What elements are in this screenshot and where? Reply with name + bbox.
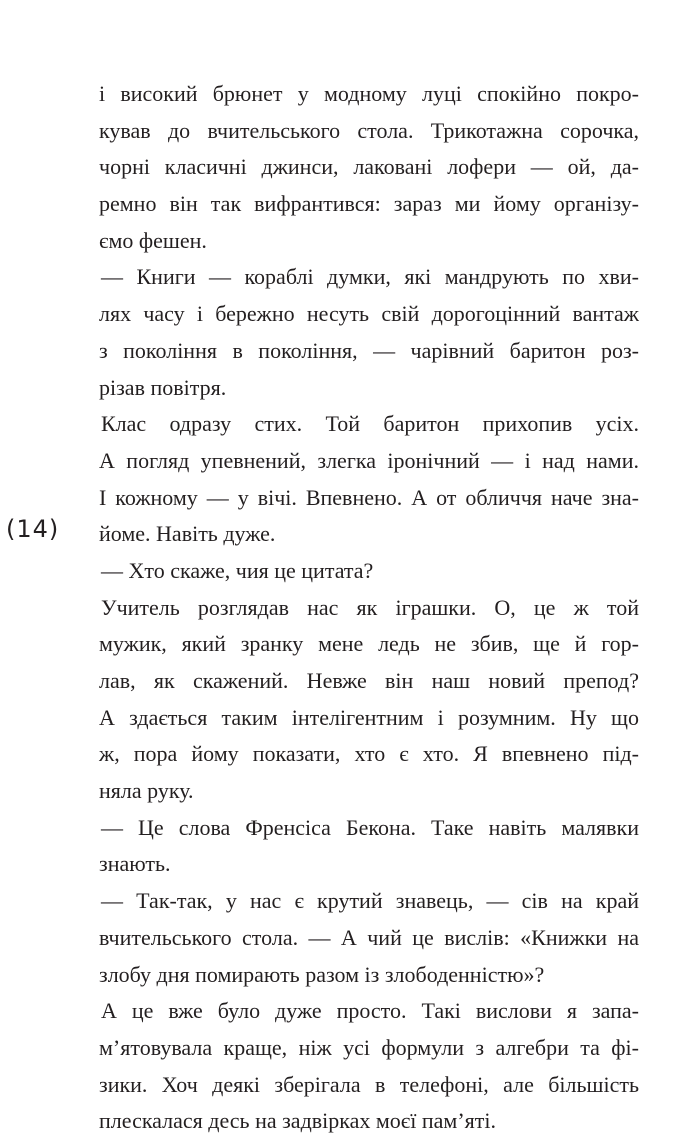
- text-line: лях часу і бережно несуть свій дорогоцінний вантаж: [99, 301, 639, 327]
- text-line: А це вже було дуже просто. Такі вислови я запа-: [101, 998, 639, 1024]
- text-line: різав повітря.: [99, 374, 227, 400]
- text-line: лав, як скажений. Невже він наш новий препод?: [99, 668, 639, 693]
- text-line: м’ятовувала краще, ніж усі формули з алгебри та фі-: [99, 1034, 639, 1060]
- text-line: кував до вчительського стола. Трикотажна сорочка,: [99, 117, 639, 143]
- body-text: [99, 76, 639, 1140]
- text-line: ремно він так вифрантився: зараз ми йому організу-: [99, 191, 639, 217]
- text-line: Клас одразу стих. Той баритон прихопив усіх.: [101, 411, 639, 437]
- text-line: няла руку.: [99, 778, 194, 804]
- text-line: вчительського стола. — А чий це вислів: «Книжки на: [99, 924, 639, 950]
- text-line: з покоління в покоління, — чарівний баритон роз-: [99, 337, 639, 363]
- text-line: А здається таким інтелігентним і розумним. Ну що: [99, 704, 639, 730]
- text-line: Учитель розглядав нас як іграшки. О, це ж той: [101, 594, 639, 620]
- text-line: ж, пора йому показати, хто є хто. Я впевнено під-: [99, 741, 639, 767]
- text-line: плескалася десь на задвірках моєї пам’яті.: [99, 1108, 496, 1134]
- text-line: ємо фешен.: [99, 227, 207, 253]
- page-number: (14): [6, 515, 60, 543]
- text-line: А погляд упевнений, злегка іронічний — і над нами.: [99, 447, 639, 473]
- text-line: мужик, який зранку мене ледь не збив, ще й гор-: [99, 631, 639, 657]
- text-line: злобу дня помирають разом із злободенністю»?: [99, 961, 545, 987]
- text-line: — Хто скаже, чия це цитата?: [101, 557, 374, 583]
- text-line: — Так-так, у нас є крутий знавець, — сів на край: [101, 888, 639, 914]
- text-line: і високий брюнет у модному луці спокійно покро-: [99, 81, 639, 106]
- text-line: зики. Хоч деякі зберігала в телефоні, але більшість: [99, 1071, 639, 1097]
- text-line: — Це слова Френсіса Бекона. Таке навіть малявки: [101, 814, 639, 840]
- text-line: — Книги — кораблі думки, які мандрують по хви-: [101, 264, 639, 290]
- text-line: І кожному — у вічі. Впевнено. А от обличчя наче зна-: [99, 484, 639, 510]
- text-line: чорні класичні джинси, лаковані лофери — ой, да-: [99, 154, 639, 180]
- text-line: знають.: [99, 851, 171, 877]
- text-line: йоме. Навіть дуже.: [99, 521, 276, 547]
